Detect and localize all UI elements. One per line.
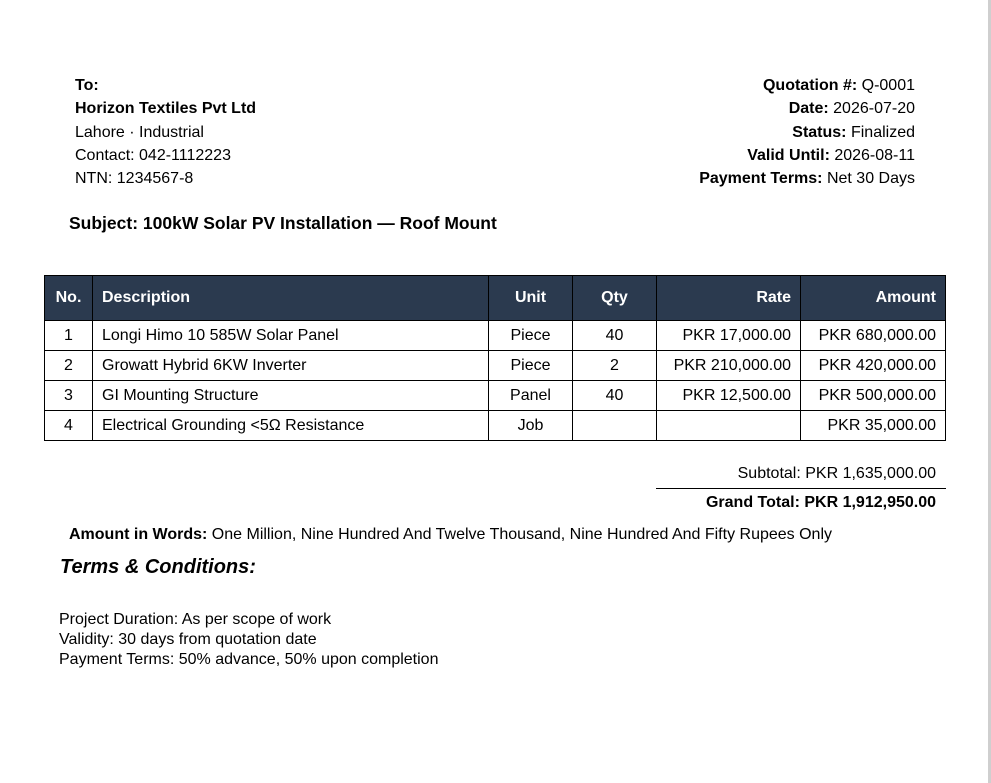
recipient-block — [75, 74, 256, 190]
table-row — [45, 381, 946, 411]
cell-no: 4 — [45, 411, 93, 441]
cell-unit: Job — [489, 411, 573, 441]
grand-total: Grand Total: PKR 1,912,950.00 — [705, 494, 936, 511]
cell-rate: PKR 12,500.00 — [657, 381, 801, 411]
recipient-company: Horizon Textiles Pvt Ltd — [75, 100, 257, 118]
header-unit: Unit — [489, 276, 573, 321]
cell-unit: Piece — [489, 351, 573, 381]
cell-no: 3 — [45, 381, 93, 411]
quotation-meta — [699, 74, 915, 190]
terms-line: Payment Terms: 50% advance, 50% upon completion — [59, 651, 439, 668]
recipient-ntn: NTN: 1234567-8 — [75, 170, 194, 188]
cell-amount: PKR 500,000.00 — [801, 381, 946, 411]
cell-qty: 2 — [573, 351, 657, 381]
cell-rate: PKR 210,000.00 — [657, 351, 801, 381]
header-amount: Amount — [801, 276, 946, 321]
cell-description: Growatt Hybrid 6KW Inverter — [93, 351, 489, 381]
recipient-location: Lahore · Industrial — [75, 123, 204, 141]
header-rate: Rate — [657, 276, 801, 321]
quotation-payment-terms: Payment Terms: Net 30 Days — [699, 170, 915, 188]
recipient-contact: Contact: 042-1112223 — [75, 146, 231, 164]
quotation-valid-until: Valid Until: 2026-08-11 — [747, 146, 915, 164]
quotation-date: Date: 2026-07-20 — [788, 100, 915, 118]
line-items-table — [44, 275, 946, 441]
table-row — [45, 351, 946, 381]
terms-line: Project Duration: As per scope of work — [59, 611, 332, 628]
cell-rate: PKR 17,000.00 — [657, 321, 801, 351]
quotation-status: Status: Finalized — [792, 123, 915, 141]
to-label: To: — [75, 77, 99, 94]
terms-title: Terms & Conditions: — [60, 556, 256, 578]
terms-line: Validity: 30 days from quotation date — [59, 631, 317, 648]
quotation-number: Quotation #: Q-0001 — [762, 77, 915, 94]
cell-no: 1 — [45, 321, 93, 351]
table-row — [45, 321, 946, 351]
cell-description: Longi Himo 10 585W Solar Panel — [93, 321, 489, 351]
header-no: No. — [45, 276, 93, 321]
cell-qty — [573, 411, 657, 441]
cell-amount: PKR 35,000.00 — [801, 411, 946, 441]
header-qty: Qty — [573, 276, 657, 321]
cell-qty: 40 — [573, 321, 657, 351]
cell-unit: Panel — [489, 381, 573, 411]
totals-block — [656, 462, 946, 517]
cell-qty: 40 — [573, 381, 657, 411]
table-row — [45, 411, 946, 441]
amount-in-words: Amount in Words: One Million, Nine Hundred And Twelve Thousand, Nine Hundred And Fifty Rupees Only — [69, 526, 833, 543]
cell-description: GI Mounting Structure — [93, 381, 489, 411]
cell-unit: Piece — [489, 321, 573, 351]
cell-amount: PKR 680,000.00 — [801, 321, 946, 351]
terms-list — [59, 610, 438, 670]
table-header-row — [45, 276, 946, 321]
cell-no: 2 — [45, 351, 93, 381]
cell-amount: PKR 420,000.00 — [801, 351, 946, 381]
header-description: Description — [93, 276, 489, 321]
cell-description: Electrical Grounding <5Ω Resistance — [93, 411, 489, 441]
cell-rate — [657, 411, 801, 441]
subtotal: Subtotal: PKR 1,635,000.00 — [737, 465, 936, 482]
subject-line: Subject: 100kW Solar PV Installation — Roof Mount — [69, 213, 497, 233]
